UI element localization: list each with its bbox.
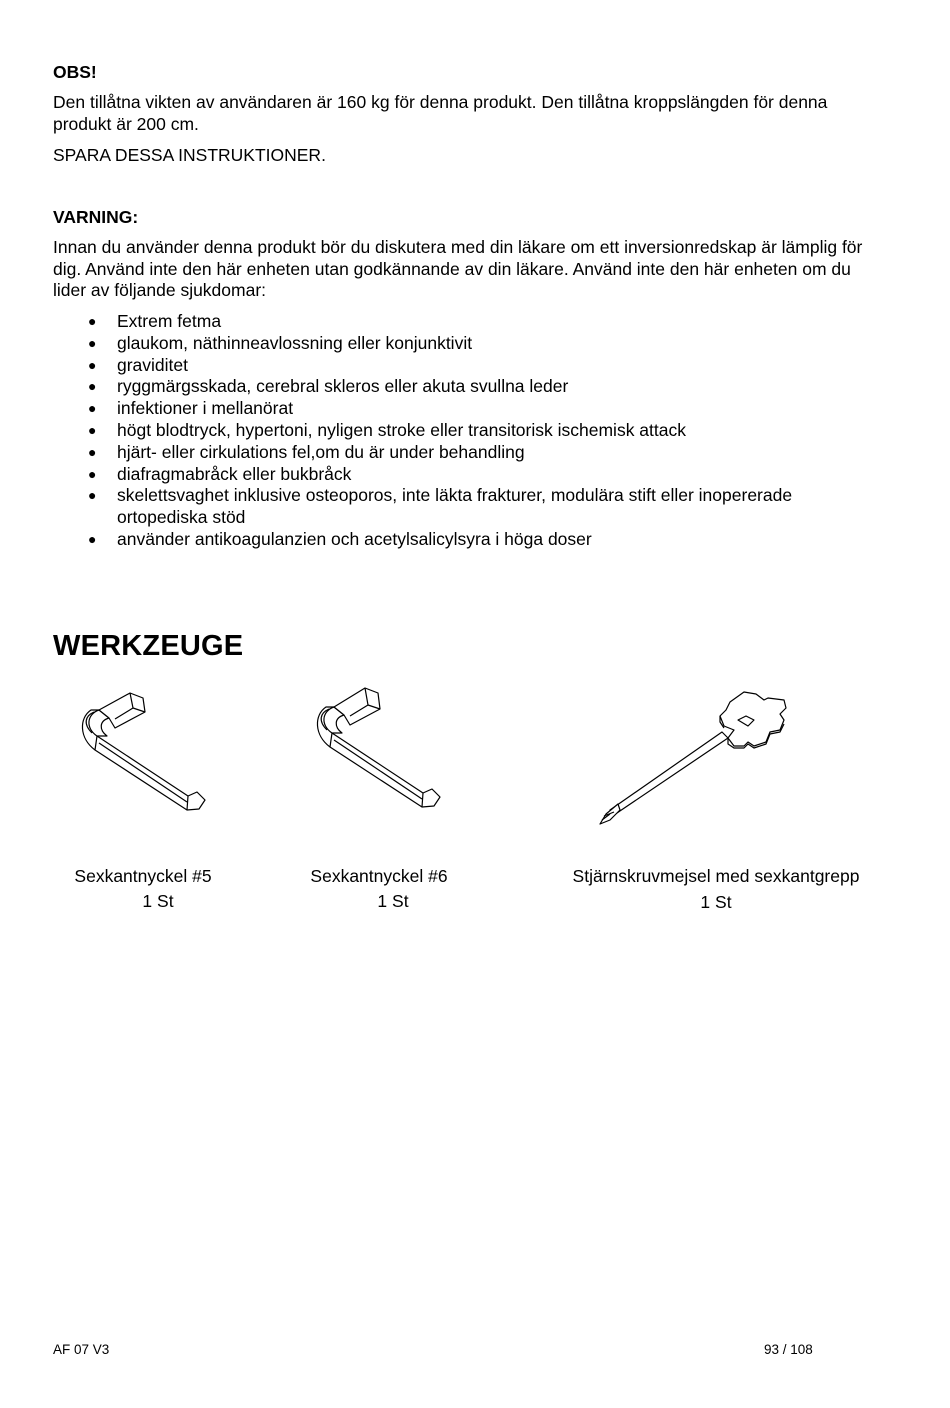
tool-name: Stjärnskruvmejsel med sexkantgrepp <box>572 866 860 886</box>
tool-name: Sexkantnyckel #5 <box>74 866 212 886</box>
save-instructions: SPARA DESSA INSTRUKTIONER. <box>53 145 326 165</box>
footer-doc-id: AF 07 V3 <box>53 1342 110 1357</box>
bullet-icon: ● <box>88 313 97 329</box>
tool-quantity: 1 St <box>700 892 732 912</box>
bullet-icon: ● <box>88 334 97 351</box>
tools-heading: WERKZEUGE <box>53 630 244 662</box>
condition-list <box>53 311 843 551</box>
bullet-icon: ● <box>88 400 97 417</box>
list-item: ● hjärt- eller cirkulations fel,om du är under behandling <box>88 441 525 462</box>
bullet-icon: ● <box>88 378 97 395</box>
list-item: ● Extrem fetma <box>88 311 222 331</box>
hex-key-icon <box>310 683 455 818</box>
warning-title: VARNING: <box>53 207 139 227</box>
screwdriver-icon <box>588 686 818 831</box>
list-item: ● graviditet <box>88 354 189 375</box>
list-item: ● högt blodtryck, hypertoni, nyligen stroke eller transitorisk ischemisk attack <box>88 419 686 440</box>
list-item: ● skelettsvaghet inklusive osteoporos, inte läkta frakturer, modulära stift eller inopererade ortopediska stöd <box>88 485 793 528</box>
bullet-icon: ● <box>88 530 97 547</box>
list-item: ● glaukom, näthinneavlossning eller konjunktivit <box>88 332 473 353</box>
bullet-icon: ● <box>88 421 97 438</box>
bullet-icon: ● <box>88 465 97 482</box>
hex-key-icon <box>75 688 220 823</box>
bullet-icon: ● <box>88 443 97 460</box>
bullet-icon: ● <box>88 487 97 504</box>
list-item: ● infektioner i mellanörat <box>88 398 294 419</box>
tool-quantity: 1 St <box>377 891 409 911</box>
list-item: ● diafragmabråck eller bukbråck <box>88 463 352 484</box>
list-item: ● ryggmärgsskada, cerebral skleros eller akuta svullna leder <box>88 376 569 397</box>
footer-page-number: 93 / 108 <box>764 1342 813 1357</box>
tool-name: Sexkantnyckel #6 <box>310 866 448 886</box>
tool-quantity: 1 St <box>142 891 174 911</box>
obs-title: OBS! <box>53 62 97 82</box>
list-item: ● använder antikoagulanzien och acetylsalicylsyra i höga doser <box>88 528 592 549</box>
warning-paragraph: Innan du använder denna produkt bör du diskutera med din läkare om ett inversionredskap är lämplig för dig. Använd inte den här enheten utan godkännande av din läkare. Använd inte den här enheten om du lider av följande sjukdomar: <box>53 237 863 300</box>
obs-paragraph: Den tillåtna vikten av användaren är 160 kg för denna produkt. Den tillåtna kroppslängden för denna produkt är 200 cm. <box>53 92 828 134</box>
bullet-icon: ● <box>88 356 97 373</box>
